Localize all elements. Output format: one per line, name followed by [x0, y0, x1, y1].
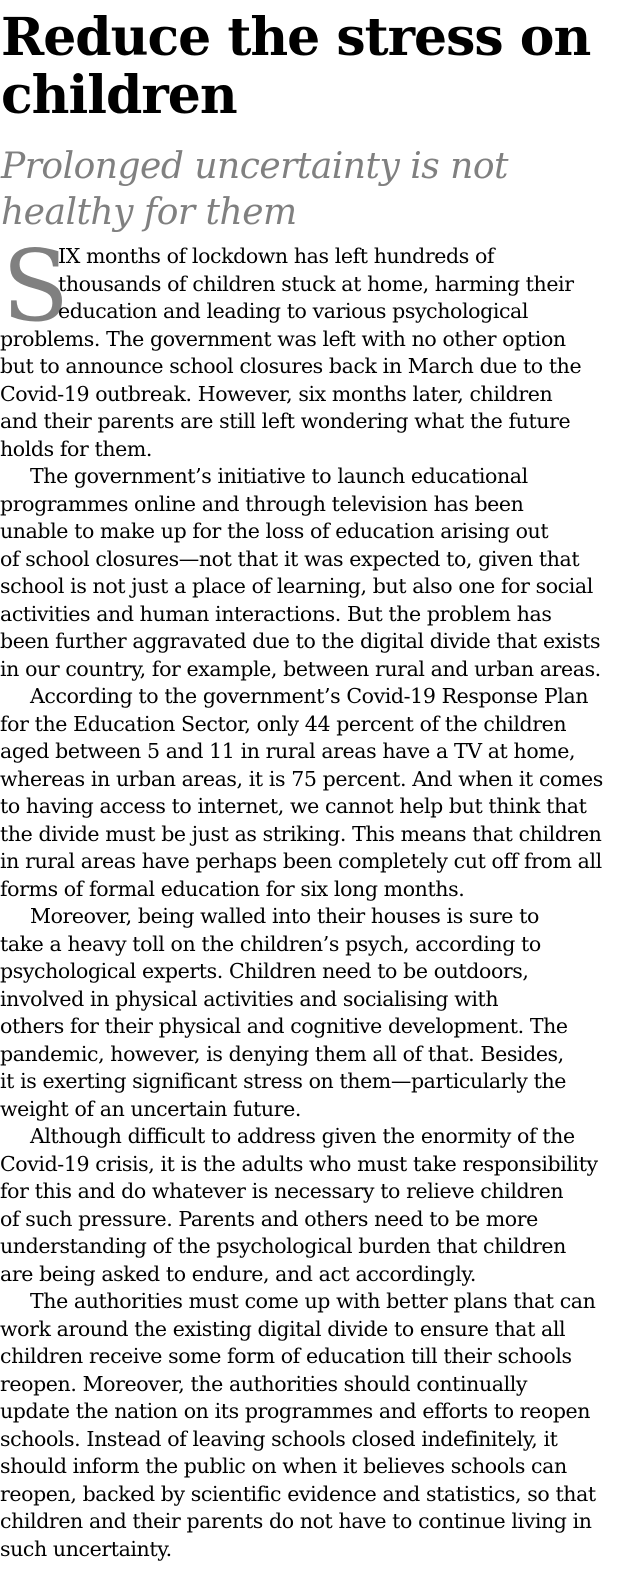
drop-cap: S	[2, 230, 70, 344]
paragraph	[0, 903, 629, 1123]
subheadline-line: Prolonged uncertainty is not	[1, 146, 508, 187]
paragraph	[0, 1288, 629, 1563]
headline-line: children	[1, 65, 237, 126]
paragraph-line: in rural areas have perhaps been completely cut off from all	[0, 849, 602, 873]
paragraph-line: school is not just a place of learning, but also one for social	[0, 574, 593, 598]
paragraph-line: for the Education Sector, only 44 percent of the children	[0, 711, 567, 736]
article-body	[0, 230, 629, 1563]
paragraph-line: IX months of lockdown has left hundreds of	[58, 244, 495, 268]
paragraph-line: children and their parents do not have to continue living in	[0, 1509, 592, 1533]
paragraph-line: Covid-19 crisis, it is the adults who must take responsibility	[0, 1151, 598, 1176]
paragraph-line: psychological experts. Children need to be outdoors,	[0, 959, 529, 983]
paragraph-line: such uncertainty.	[0, 1536, 172, 1561]
paragraph	[0, 463, 629, 683]
paragraph-line: for this and do whatever is necessary to relieve children	[0, 1179, 564, 1203]
paragraph-line: Although difficult to address given the enormity of the	[30, 1124, 575, 1148]
paragraph-line: programmes online and through television has been	[0, 491, 524, 516]
paragraph-line: take a heavy toll on the children’s psych, according to	[0, 931, 541, 956]
paragraph-line: been further aggravated due to the digital divide that exists	[0, 629, 601, 653]
paragraph-line: Covid-19 outbreak. However, six months later, children	[0, 381, 553, 406]
paragraph-line: activities and human interactions. But the problem has	[0, 601, 552, 626]
paragraph-line: education and leading to various psychological	[58, 299, 529, 323]
paragraph-line: the divide must be just as striking. This means that children	[0, 821, 602, 846]
paragraph-line: problems. The government was left with no other option	[0, 326, 566, 351]
paragraph-line: reopen. Moreover, the authorities should continually	[0, 1371, 528, 1396]
paragraph-line: forms of formal education for six long months.	[0, 876, 465, 901]
paragraph-line: in our country, for example, between rural and urban areas.	[0, 656, 601, 681]
paragraph-line: involved in physical activities and socialising with	[0, 986, 499, 1011]
paragraph-line: are being asked to endure, and act accordingly.	[0, 1261, 476, 1286]
paragraph-line: The authorities must come up with better plans that can	[30, 1289, 596, 1313]
paragraph-line: of school closures—not that it was expected to, given that	[0, 546, 580, 571]
paragraph-line: The government’s initiative to launch educational	[30, 464, 528, 488]
subheadline	[1, 144, 508, 236]
paragraph-line: of such pressure. Parents and others need to be more	[0, 1206, 538, 1231]
paragraph-line: reopen, backed by scientific evidence and statistics, so that	[0, 1481, 596, 1506]
paragraph-line: pandemic, however, is denying them all of that. Besides,	[0, 1041, 564, 1066]
paragraph-line: understanding of the psychological burden that children	[0, 1234, 566, 1258]
paragraph-line: According to the government’s Covid-19 Response Plan	[30, 684, 589, 708]
paragraph-line: thousands of children stuck at home, harming their	[58, 271, 574, 296]
headline	[1, 9, 590, 125]
paragraph-line: children receive some form of education till their schools	[0, 1344, 572, 1368]
paragraph-line: unable to make up for the loss of education arising out	[0, 519, 549, 543]
paragraph-line: but to announce school closures back in March due to the	[0, 354, 582, 378]
paragraph	[0, 1123, 629, 1288]
paragraph-line: work around the existing digital divide to ensure that all	[0, 1316, 566, 1341]
paragraph-line: to having access to internet, we cannot help but think that	[0, 794, 587, 818]
subheadline-line: healthy for them	[1, 192, 297, 233]
paragraph-line: it is exerting significant stress on them—particularly the	[0, 1069, 566, 1093]
paragraph-line: and their parents are still left wondering what the future	[0, 409, 571, 433]
paragraph-line: Moreover, being walled into their houses is sure to	[30, 904, 539, 928]
paragraph-line: holds for them.	[0, 436, 153, 461]
paragraph-line: others for their physical and cognitive development. The	[0, 1014, 568, 1038]
paragraph-line: weight of an uncertain future.	[0, 1096, 301, 1121]
paragraph-line: update the nation on its programmes and efforts to reopen	[0, 1399, 591, 1423]
paragraph	[0, 683, 629, 903]
headline-line: Reduce the stress on	[1, 7, 591, 68]
paragraph-line: should inform the public on when it believes schools can	[0, 1454, 567, 1478]
paragraph-line: schools. Instead of leaving schools closed indefinitely, it	[0, 1426, 558, 1451]
paragraph	[0, 230, 629, 463]
paragraph-line: whereas in urban areas, it is 75 percent. And when it comes	[0, 766, 603, 791]
paragraph-line: aged between 5 and 11 in rural areas have a TV at home,	[0, 739, 576, 763]
